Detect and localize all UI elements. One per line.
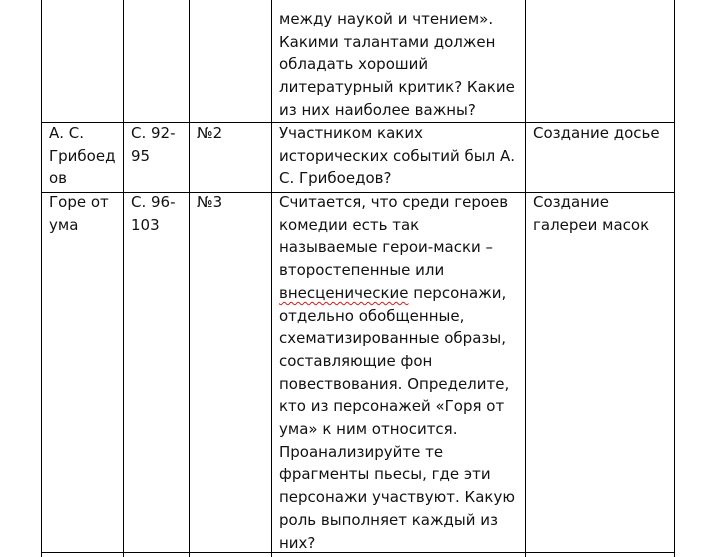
table-row-question-cell: [279, 8, 515, 122]
table-row-pages-cell: [131, 122, 176, 167]
number-text: №3: [197, 193, 223, 211]
table-border-left: [41, 0, 42, 557]
table-row-topic-cell: [49, 191, 109, 236]
table-column-divider: [271, 0, 272, 557]
question-line: схематизированные образы,: [279, 329, 506, 348]
task-line: Создание досье: [533, 124, 660, 142]
question-line: Проанализируйте те: [279, 442, 444, 461]
table-row-task-cell: [533, 191, 649, 236]
topic-line: Грибоед: [49, 146, 116, 165]
topic-line: Горе от: [49, 193, 109, 211]
question-line: повествования. Определите,: [279, 374, 510, 393]
table-row-question-cell: [279, 122, 515, 190]
table-row-topic-cell: [49, 122, 115, 190]
question-line: составляющие фон: [279, 351, 433, 370]
question-line: исторических событий был А.: [279, 146, 515, 165]
table-row-pages-cell: [131, 191, 176, 236]
table-column-divider: [189, 0, 190, 557]
number-text: №2: [197, 124, 223, 142]
table-row-task-cell: [533, 122, 660, 145]
question-line: между наукой и чтением».: [279, 10, 494, 28]
pages-line: С. 96-: [131, 193, 176, 211]
question-line: комедии есть так: [279, 215, 420, 234]
question-line: роль выполняет каждый из: [279, 510, 498, 529]
question-line: из них наиболее важны?: [279, 100, 476, 119]
question-line: отдельно обобщенные,: [279, 306, 465, 325]
pages-line: С. 92-: [131, 124, 176, 142]
question-line: второстепенные или: [279, 261, 445, 280]
question-line: Какими талантами должен: [279, 32, 496, 51]
pages-line: 103: [131, 215, 160, 234]
question-line: ума» к ним относится.: [279, 420, 458, 439]
table-column-divider: [525, 0, 526, 557]
task-line: Создание: [533, 193, 609, 211]
question-line: персонажи участвуют. Какую: [279, 488, 515, 507]
question-line: Считается, что среди героев: [279, 193, 509, 211]
question-line: обладать хороший: [279, 55, 429, 74]
question-line-spellcheck: [279, 282, 515, 305]
table-row-number-cell: [197, 191, 222, 214]
table-row-number-cell: [197, 122, 222, 145]
topic-line: ов: [49, 169, 68, 188]
question-line: них?: [279, 533, 316, 552]
pages-line: 95: [131, 146, 151, 165]
question-line: литературный критик? Какие: [279, 78, 515, 97]
topic-line: ума: [49, 215, 79, 234]
question-line: Участником каких: [279, 124, 423, 142]
table-row-question-cell: [279, 191, 515, 554]
question-line: С. Грибоедов?: [279, 169, 392, 188]
question-line-rest: персонажи,: [408, 283, 507, 302]
table-border-right: [674, 0, 675, 557]
question-line: называемые герои-маски –: [279, 238, 494, 257]
task-line: галереи масок: [533, 215, 650, 234]
question-line: фрагменты пьесы, где эти: [279, 465, 491, 484]
table-column-divider: [123, 0, 124, 557]
topic-line: А. С.: [49, 124, 85, 142]
question-line: кто из персонажей «Горя от: [279, 397, 505, 416]
spellcheck-underlined-word[interactable]: внесценические: [279, 283, 409, 302]
document-table: [41, 0, 675, 557]
